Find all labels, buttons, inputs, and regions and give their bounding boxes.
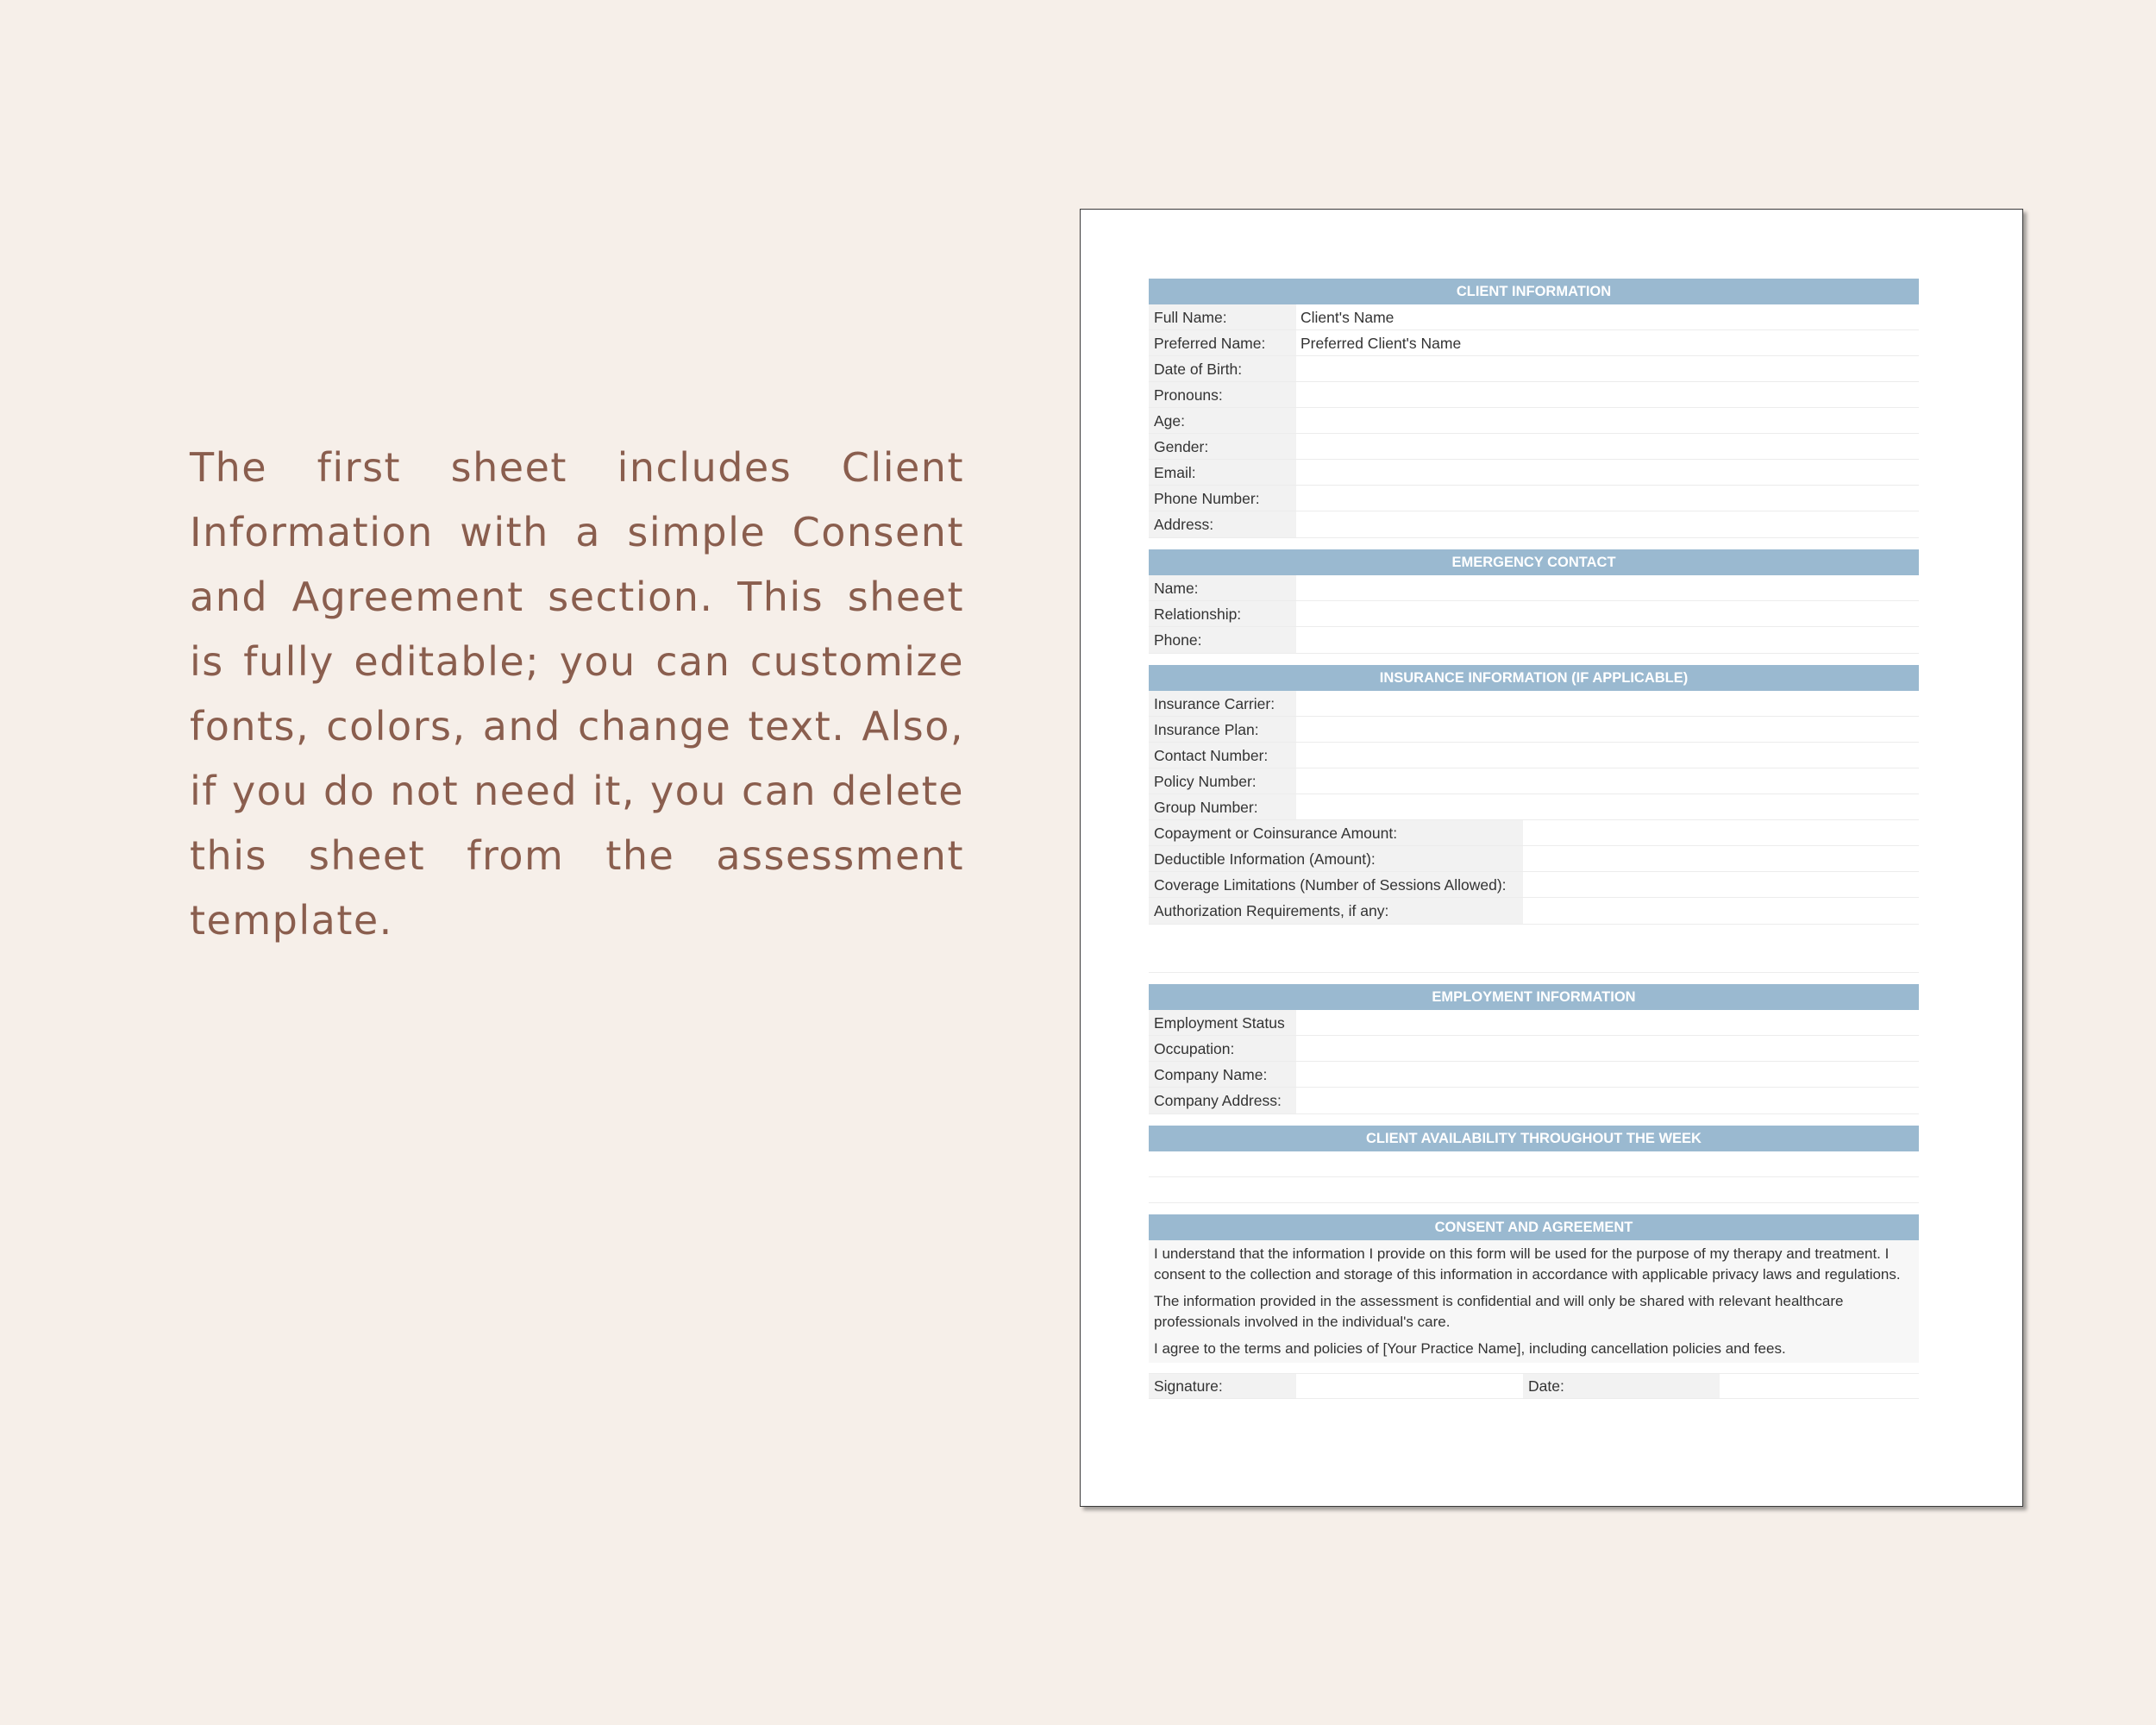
form-row-policy-number — [1149, 768, 1919, 794]
insurance-information-header: INSURANCE INFORMATION (IF APPLICABLE) — [1149, 665, 1919, 691]
insurance-carrier-field[interactable] — [1296, 691, 1919, 716]
consent-paragraph: I understand that the information I provide on this form will be used for the purpose of my therapy and treatment. I consent to the collection and storage of this information in accordance with applicable privacy laws and regulations. — [1154, 1245, 1901, 1283]
policy-number-field[interactable] — [1296, 768, 1919, 794]
field-label: Name: — [1149, 575, 1296, 600]
authorization-field[interactable] — [1523, 898, 1919, 924]
form-row-copayment — [1149, 820, 1919, 846]
client-information-section — [1149, 304, 1919, 538]
field-label: Email: — [1149, 460, 1296, 485]
field-label: Company Name: — [1149, 1062, 1296, 1087]
emergency-contact-header: EMERGENCY CONTACT — [1149, 549, 1919, 575]
blank-spacer-row — [1149, 925, 1919, 973]
emergency-name-field[interactable] — [1296, 575, 1919, 600]
client-intake-form — [1149, 279, 1919, 1399]
field-label: Company Address: — [1149, 1088, 1296, 1113]
company-name-field[interactable] — [1296, 1062, 1919, 1087]
form-row-gender — [1149, 434, 1919, 460]
form-row-address — [1149, 511, 1919, 538]
relationship-field[interactable] — [1296, 601, 1919, 626]
form-row-relationship — [1149, 601, 1919, 627]
pronouns-field[interactable] — [1296, 382, 1919, 407]
signature-label: Signature: — [1149, 1374, 1296, 1398]
insurance-information-section — [1149, 691, 1919, 925]
form-row-insurance-plan — [1149, 717, 1919, 743]
field-label: Address: — [1149, 511, 1296, 537]
full-name-field[interactable]: Client's Name — [1300, 309, 1395, 326]
form-row-deductible — [1149, 846, 1919, 872]
form-row-company-address — [1149, 1088, 1919, 1114]
form-row-date-of-birth — [1149, 356, 1919, 382]
field-label: Insurance Carrier: — [1149, 691, 1296, 716]
availability-field-row-1[interactable] — [1149, 1151, 1919, 1177]
form-row-preferred-name — [1149, 330, 1919, 356]
field-label: Phone: — [1149, 627, 1296, 653]
employment-status-field[interactable] — [1296, 1010, 1919, 1035]
occupation-field[interactable] — [1296, 1036, 1919, 1061]
form-row-employment-status — [1149, 1010, 1919, 1036]
form-row-pronouns — [1149, 382, 1919, 408]
date-field[interactable] — [1720, 1374, 1919, 1398]
field-label: Authorization Requirements, if any: — [1149, 898, 1523, 924]
field-label: Relationship: — [1149, 601, 1296, 626]
form-sheet-preview — [1080, 209, 2023, 1507]
form-row-age — [1149, 408, 1919, 434]
signature-field[interactable] — [1296, 1374, 1523, 1398]
field-label: Copayment or Coinsurance Amount: — [1149, 820, 1523, 845]
deductible-field[interactable] — [1523, 846, 1919, 871]
consent-text-block — [1149, 1240, 1919, 1363]
form-row-emergency-phone — [1149, 627, 1919, 654]
form-row-coverage-limitations — [1149, 872, 1919, 898]
form-row-company-name — [1149, 1062, 1919, 1088]
field-label: Gender: — [1149, 434, 1296, 459]
insurance-plan-field[interactable] — [1296, 717, 1919, 742]
age-field[interactable] — [1296, 408, 1919, 433]
field-label: Deductible Information (Amount): — [1149, 846, 1523, 871]
form-row-occupation — [1149, 1036, 1919, 1062]
date-label: Date: — [1523, 1374, 1720, 1398]
emergency-phone-field[interactable] — [1296, 627, 1919, 653]
form-row-contact-number — [1149, 743, 1919, 768]
field-label: Group Number: — [1149, 794, 1296, 819]
form-row-full-name — [1149, 304, 1919, 330]
email-field[interactable] — [1296, 460, 1919, 485]
copayment-field[interactable] — [1523, 820, 1919, 845]
field-label: Date of Birth: — [1149, 356, 1296, 381]
field-label: Insurance Plan: — [1149, 717, 1296, 742]
field-label: Occupation: — [1149, 1036, 1296, 1061]
field-label: Phone Number: — [1149, 486, 1296, 511]
form-row-phone-number — [1149, 486, 1919, 511]
consent-paragraph: I agree to the terms and policies of [Your Practice Name], including cancellation policies and fees. — [1154, 1340, 1786, 1357]
form-row-insurance-carrier — [1149, 691, 1919, 717]
field-label: Full Name: — [1149, 304, 1296, 329]
employment-information-header: EMPLOYMENT INFORMATION — [1149, 984, 1919, 1010]
field-label: Age: — [1149, 408, 1296, 433]
field-label: Employment Status — [1149, 1010, 1296, 1035]
phone-number-field[interactable] — [1296, 486, 1919, 511]
form-row-emergency-name — [1149, 575, 1919, 601]
form-row-email — [1149, 460, 1919, 486]
consent-agreement-header: CONSENT AND AGREEMENT — [1149, 1214, 1919, 1240]
form-row-group-number — [1149, 794, 1919, 820]
description-text: The first sheet includes Client Information with a simple Consent and Agreement section. This sheet is fully editable; you can customize fonts, colors, and change text. Also, if you do not need it, you can delete this sheet from the assessment template. — [190, 444, 964, 944]
date-of-birth-field[interactable] — [1296, 356, 1919, 381]
client-information-header: CLIENT INFORMATION — [1149, 279, 1919, 304]
group-number-field[interactable] — [1296, 794, 1919, 819]
availability-field-row-2[interactable] — [1149, 1177, 1919, 1203]
field-label: Coverage Limitations (Number of Sessions Allowed): — [1149, 872, 1523, 897]
contact-number-field[interactable] — [1296, 743, 1919, 768]
field-label: Pronouns: — [1149, 382, 1296, 407]
form-row-authorization — [1149, 898, 1919, 925]
field-label: Preferred Name: — [1149, 330, 1296, 355]
preferred-name-field[interactable]: Preferred Client's Name — [1300, 335, 1462, 352]
client-availability-header: CLIENT AVAILABILITY THROUGHOUT THE WEEK — [1149, 1126, 1919, 1151]
gender-field[interactable] — [1296, 434, 1919, 459]
address-field[interactable] — [1296, 511, 1919, 537]
field-label: Policy Number: — [1149, 768, 1296, 794]
employment-information-section — [1149, 1010, 1919, 1114]
company-address-field[interactable] — [1296, 1088, 1919, 1113]
signature-row — [1149, 1373, 1919, 1399]
consent-paragraph: The information provided in the assessment is confidential and will only be shared with relevant healthcare professionals involved in the individual's care. — [1154, 1293, 1844, 1330]
emergency-contact-section — [1149, 575, 1919, 654]
field-label: Contact Number: — [1149, 743, 1296, 768]
coverage-limitations-field[interactable] — [1523, 872, 1919, 897]
